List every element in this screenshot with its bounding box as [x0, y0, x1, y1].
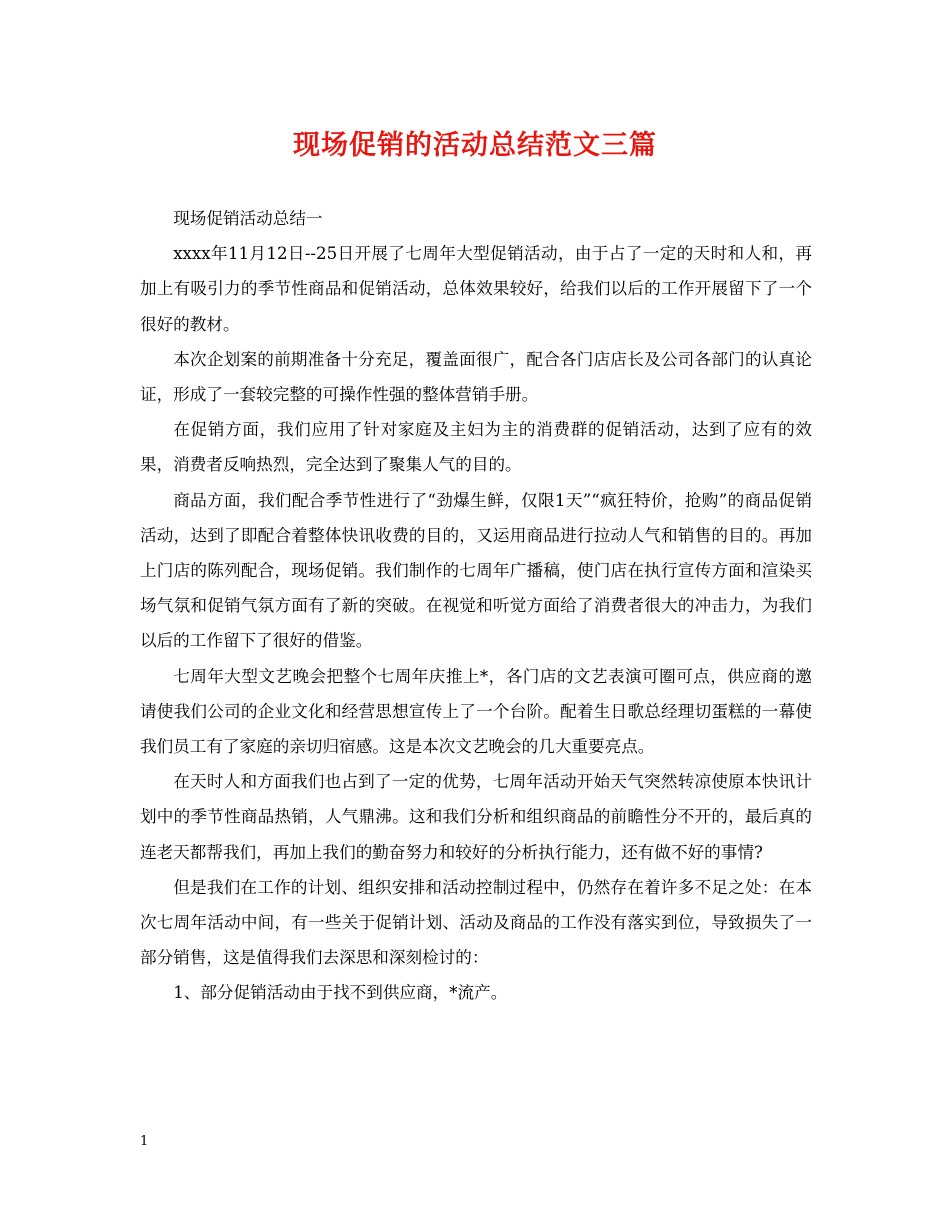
document-title: 现场促销的活动总结范文三篇 — [293, 130, 657, 161]
paragraph: 在天时人和方面我们也占到了一定的优势，七周年活动开始天气突然转凉使原本快讯计划中的季节性商品热销，人气鼎沸。这和我们分析和组织商品的前瞻性分不开的，最后真的连老天都帮我们，再加上我们的勤奋努力和较好的分析执行能力，还有做不好的事情? — [140, 772, 812, 862]
paragraph: 七周年大型文艺晚会把整个七周年庆推上*，各门店的文艺表演可圈可点，供应商的邀请使我们公司的企业文化和经营思想宣传上了一个台阶。配着生日歌总经理切蛋糕的一幕使我们员工有了家庭的亲切归宿感。这是本次文艺晚会的几大重要亮点。 — [140, 666, 812, 757]
paragraph: 在促销方面，我们应用了针对家庭及主妇为主的消费群的促销活动，达到了应有的效果，消费者反响热烈，完全达到了聚集人气的目的。 — [140, 420, 812, 475]
paragraph: xxxx年11月12日--25日开展了七周年大型促销活动，由于占了一定的天时和人和，再加上有吸引力的季节性商品和促销活动，总体效果较好，给我们以后的工作开展留下了一个很好的教材。 — [140, 244, 812, 334]
paragraph: 商品方面，我们配合季节性进行了“劲爆生鲜，仅限1天”“疯狂特价，抢购”的商品促销活动，达到了即配合着整体快讯收费的目的，又运用商品进行拉动人气和销售的目的。再加上门店的陈列配合，现场促销。我们制作的七周年广播稿，使门店在执行宣传方面和渲染买场气氛和促销气氛方面有了新的突破。在视觉和听觉方面给了消费者很大的冲击力，为我们以后的工作留下了很好的借鉴。 — [140, 490, 812, 651]
paragraph: 本次企划案的前期准备十分充足，覆盖面很广，配合各门店店长及公司各部门的认真论证，形成了一套较完整的可操作性强的整体营销手册。 — [140, 349, 812, 405]
paragraph: 但是我们在工作的计划、组织安排和活动控制过程中，仍然存在着许多不足之处：在本次七周年活动中间，有一些关于促销计划、活动及商品的工作没有落实到位，导致损失了一部分销售，这是值得我们去深思和深刻检讨的： — [140, 877, 812, 968]
page-number: 1 — [140, 1134, 149, 1149]
section-heading: 现场促销活动总结一 — [173, 209, 323, 228]
document-body — [140, 201, 812, 1011]
list-item: 1、部分促销活动由于找不到供应商，*流产。 — [173, 983, 508, 1003]
